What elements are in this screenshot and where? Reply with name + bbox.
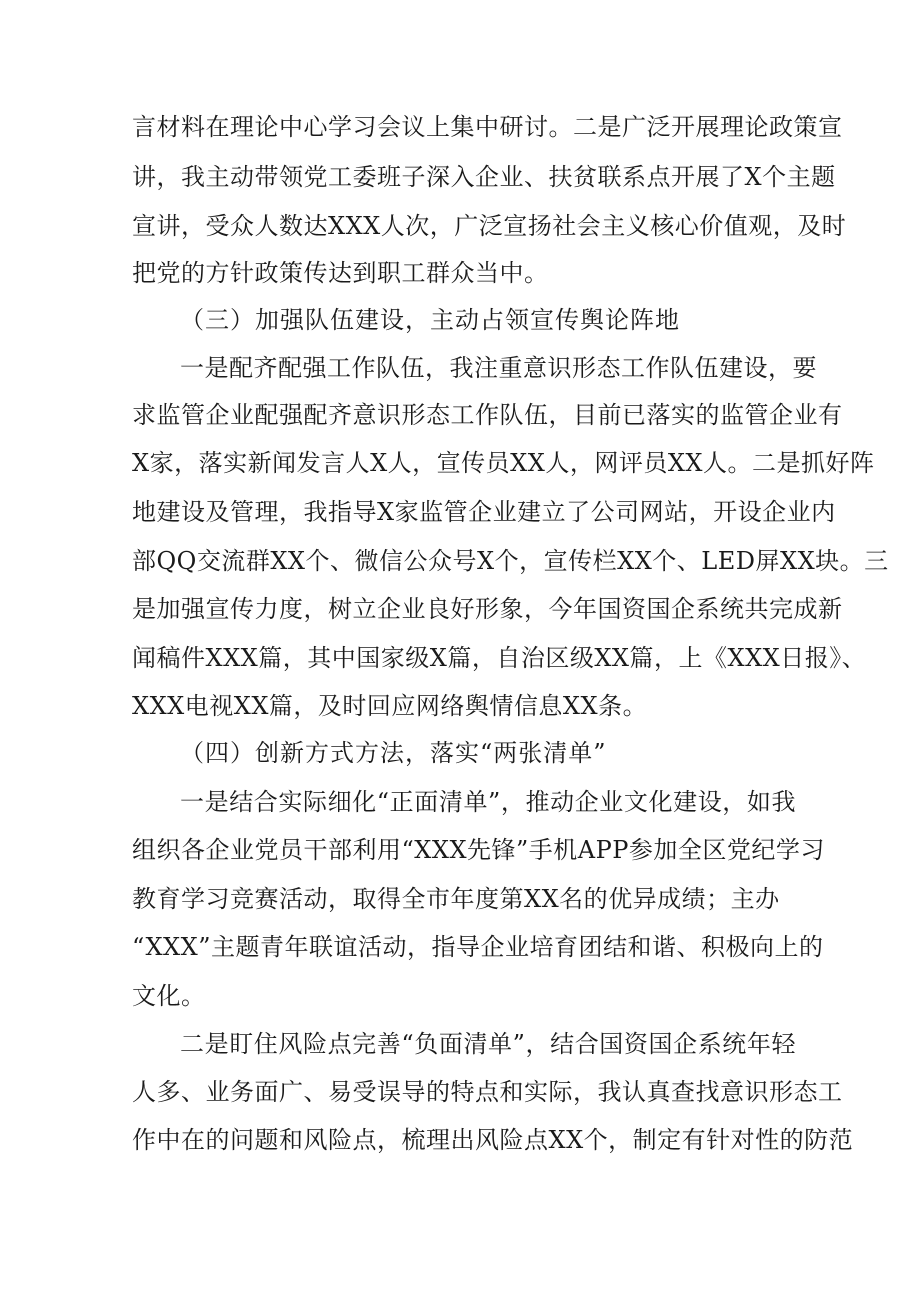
body-text-line: 求监管企业配强配齐意识形态工作队伍，目前已落实的监管企业有 (132, 401, 843, 429)
section-heading-4: （四）创新方式方法，落实“两张清单” (180, 739, 607, 767)
body-text-line: 讲，我主动带领党工委班子深入企业、扶贫联系点开展了X个主题 (132, 163, 836, 191)
body-text-line: 把党的方针政策传达到职工群众当中。 (132, 259, 549, 287)
paragraph-first-line: 一是结合实际细化“正面清单”，推动企业文化建设，如我 (180, 788, 796, 816)
body-text-line: 人多、业务面广、易受误导的特点和实际，我认真查找意识形态工 (132, 1078, 843, 1106)
body-text-line: 地建设及管理，我指导X家监管企业建立了公司网站，开设企业内 (132, 498, 836, 526)
body-text-line: 部QQ交流群XX个、微信公众号X个，宣传栏XX个、LED屏XX块。三 (132, 547, 889, 575)
paragraph-first-line: 二是盯住风险点完善“负面清单”，结合国资国企系统年轻 (180, 1030, 796, 1058)
body-text-line: 教育学习竞赛活动，取得全市年度第XX名的优异成绩；主办 (132, 885, 780, 913)
body-text-line: 闻稿件XXX篇，其中国家级X篇，自治区级XX篇，上《XXX日报》、 (132, 644, 867, 672)
body-text-line: 组织各企业党员干部利用“XXX先锋”手机APP参加全区党纪学习 (132, 836, 825, 864)
paragraph-first-line: 一是配齐配强工作队伍，我注重意识形态工作队伍建设，要 (180, 354, 817, 382)
body-text-line: “XXX”主题青年联谊活动，指导企业培育团结和谐、积极向上的 (132, 933, 824, 961)
body-text-line: 言材料在理论中心学习会议上集中研讨。二是广泛开展理论政策宣 (132, 113, 843, 141)
body-text-line: 文化。 (132, 982, 206, 1010)
body-text-line: 是加强宣传力度，树立企业良好形象，今年国资国企系统共完成新 (132, 595, 843, 623)
body-text-line: 宣讲，受众人数达XXX人次，广泛宣扬社会主义核心价值观，及时 (132, 212, 847, 240)
section-heading-3: （三）加强队伍建设，主动占领宣传舆论阵地 (180, 306, 680, 334)
body-text-line: X家，落实新闻发言人X人，宣传员XX人，网评员XX人。二是抓好阵 (132, 449, 875, 477)
body-text-line: 作中在的问题和风险点，梳理出风险点XX个，制定有针对性的防范 (132, 1126, 854, 1154)
body-text-line: XXX电视XX篇，及时回应网络舆情信息XX条。 (132, 692, 648, 720)
